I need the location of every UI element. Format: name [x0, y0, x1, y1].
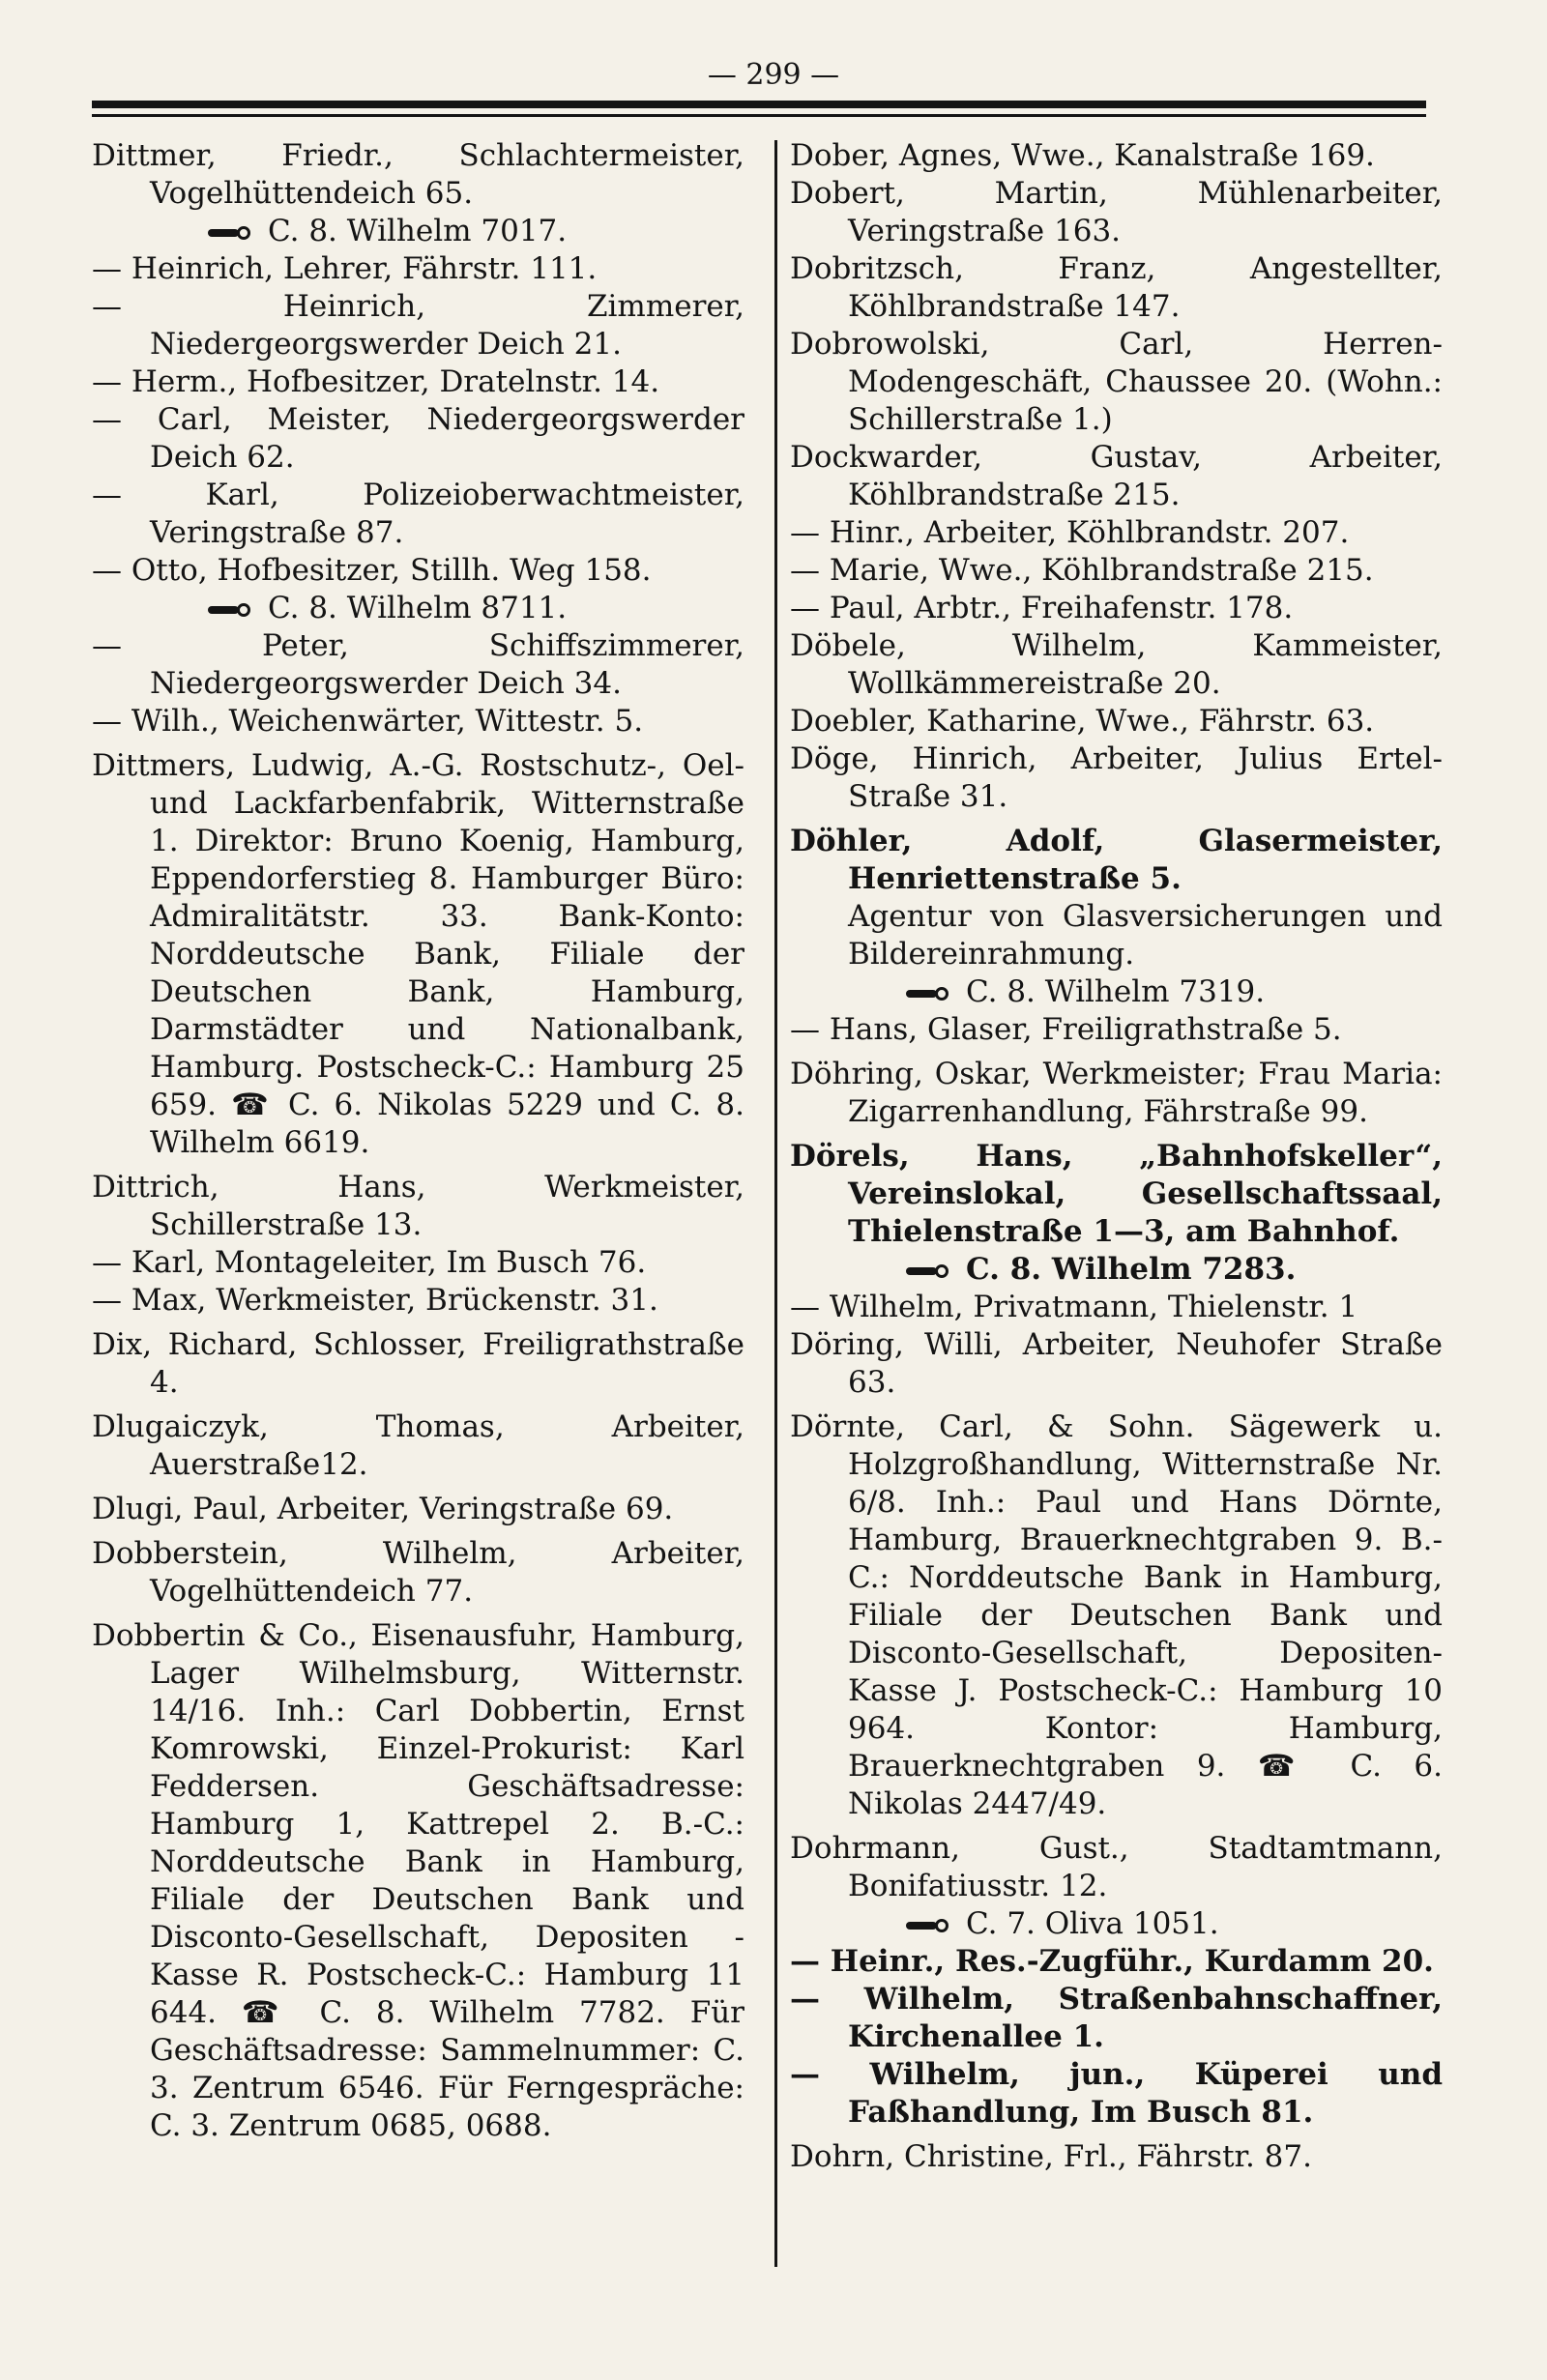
directory-entry	[790, 1056, 1443, 1131]
entry-text: Dohrmann, Gust., Stadtamtmann, Bonifatiusstr. 12.	[790, 1831, 1443, 1903]
directory-entry	[92, 1535, 744, 1611]
entry-text: C. 8. Wilhelm 7319.	[966, 974, 1266, 1009]
telephone-icon	[906, 1919, 952, 1932]
directory-entry	[790, 1943, 1443, 1981]
telephone-icon	[208, 226, 254, 240]
entry-text: — Marie, Wwe., Köhlbrandstraße 215.	[790, 553, 1374, 588]
entry-text: — Karl, Montageleiter, Im Busch 76.	[92, 1245, 647, 1280]
entry-text: Döge, Hinrich, Arbeiter, Julius Ertel-Straße 31.	[790, 741, 1443, 814]
directory-entry	[92, 627, 744, 703]
entry-text: — Otto, Hofbesitzer, Stillh. Weg 158.	[92, 553, 652, 588]
directory-entry	[790, 1408, 1443, 1823]
entry-text: Dobert, Martin, Mühlenarbeiter, Veringstraße 163.	[790, 176, 1443, 248]
entry-text: Döhring, Oskar, Werkmeister; Frau Maria: Zigarrenhandlung, Fährstraße 99.	[790, 1057, 1443, 1129]
directory-entry	[790, 514, 1443, 552]
directory-entry	[92, 703, 744, 740]
directory-entry	[92, 363, 744, 401]
entry-text: — Wilhelm, Straßenbahnschaffner, Kirchenallee 1.	[790, 1982, 1443, 2054]
directory-entry	[790, 1981, 1443, 2056]
directory-entry	[92, 401, 744, 477]
entry-text: — Herm., Hofbesitzer, Dratelnstr. 14.	[92, 364, 660, 399]
header-rule-thin	[92, 114, 1426, 117]
entry-text: C. 8. Wilhelm 7283.	[966, 1252, 1297, 1287]
directory-entry	[790, 973, 1443, 1011]
directory-entry	[92, 137, 744, 213]
directory-entry	[790, 898, 1443, 973]
left-column	[92, 137, 744, 2145]
directory-entry	[92, 747, 744, 1162]
directory-entry	[790, 1326, 1443, 1402]
entry-text: C. 8. Wilhelm 7017.	[268, 214, 568, 248]
directory-entry	[790, 1905, 1443, 1943]
entry-text: Dittrich, Hans, Werkmeister, Schillerstraße 13.	[92, 1170, 744, 1242]
directory-entry	[92, 1617, 744, 2145]
directory-entry	[790, 1289, 1443, 1326]
directory-entry	[92, 213, 744, 250]
directory-entry	[790, 823, 1443, 898]
directory-entry	[790, 250, 1443, 326]
header-rule-thick	[92, 101, 1426, 108]
directory-entry	[790, 740, 1443, 816]
directory-entry	[92, 1408, 744, 1484]
directory-entry	[92, 250, 744, 288]
telephone-icon	[208, 603, 254, 617]
page-number: — 299 —	[707, 58, 840, 92]
entry-text: — Karl, Polizeioberwachtmeister, Veringstraße 87.	[92, 478, 744, 550]
entry-text: Döring, Willi, Arbeiter, Neuhofer Straße 63.	[790, 1327, 1443, 1400]
entry-text: — Carl, Meister, Niedergeorgswerder Deich 62.	[92, 402, 744, 475]
directory-entry	[92, 1491, 744, 1528]
entry-text: Doebler, Katharine, Wwe., Fährstr. 63.	[790, 704, 1375, 739]
entry-text: Dobritzsch, Franz, Angestellter, Köhlbrandstraße 147.	[790, 251, 1443, 324]
entry-text: — Hinr., Arbeiter, Köhlbrandstr. 207.	[790, 515, 1350, 550]
entry-text: — Wilh., Weichenwärter, Wittestr. 5.	[92, 704, 644, 739]
directory-entry	[790, 439, 1443, 514]
telephone-icon	[906, 1264, 952, 1278]
directory-entry	[790, 2138, 1443, 2176]
entry-text: Agentur von Glasversicherungen und Bildereinrahmung.	[848, 899, 1443, 972]
right-column	[790, 137, 1443, 2176]
entry-text: Dörnte, Carl, & Sohn. Sägewerk u. Holzgroßhandlung, Witternstraße Nr. 6/8. Inh.: Paul und Hans Dörnte, Hamburg, Brauerknechtgraben 9. B.-C.: Norddeutsche Bank in Hamburg, Filiale der Deutschen Bank und Disconto-Gesellschaft, Depositen-Kasse J. Postscheck-C.: Hamburg 10 964. Kontor: Hamburg, Brauerknechtgraben 9. ☎ C. 6. Nikolas 2447/49.	[790, 1409, 1443, 1821]
directory-entry	[790, 175, 1443, 250]
entry-text: Dobrowolski, Carl, Herren-Modengeschäft, Chaussee 20. (Wohn.: Schillerstraße 1.)	[790, 327, 1443, 437]
entry-text: — Peter, Schiffszimmerer, Niedergeorgswerder Deich 34.	[92, 628, 744, 701]
entry-text: Dobbertin & Co., Eisenausfuhr, Hamburg, Lager Wilhelmsburg, Witternstr. 14/16. Inh.: Carl Dobbertin, Ernst Komrowski, Einzel-Prokurist: Karl Feddersen. Geschäftsadresse: Hamburg 1, Kattrepel 2. B.-C.: Norddeutsche Bank in Hamburg, Filiale der Deutschen Bank und Disconto-Gesellschaft, Depositen - Kasse R. Postscheck-C.: Hamburg 11 644. ☎ C. 8. Wilhelm 7782. Für Geschäftsadresse: Sammelnummer: C. 3. Zentrum 6546. Für Ferngespräche: C. 3. Zentrum 0685, 0688.	[92, 1618, 744, 2143]
entry-text: Dix, Richard, Schlosser, Freiligrathstraße 4.	[92, 1327, 744, 1400]
entry-text: — Heinrich, Zimmerer, Niedergeorgswerder Deich 21.	[92, 289, 744, 362]
directory-entry	[790, 1251, 1443, 1289]
directory-entry	[790, 1830, 1443, 1905]
entry-text: Dockwarder, Gustav, Arbeiter, Köhlbrandstraße 215.	[790, 440, 1443, 512]
entry-text: C. 8. Wilhelm 8711.	[268, 591, 568, 625]
directory-entry	[92, 552, 744, 590]
entry-text: Dlugi, Paul, Arbeiter, Veringstraße 69.	[92, 1492, 674, 1526]
directory-entry	[92, 288, 744, 363]
directory-entry	[92, 477, 744, 552]
entry-text: — Heinrich, Lehrer, Fährstr. 111.	[92, 251, 598, 286]
entry-text: — Hans, Glaser, Freiligrathstraße 5.	[790, 1012, 1342, 1047]
entry-text: Dittmer, Friedr., Schlachtermeister, Vogelhüttendeich 65.	[92, 138, 744, 211]
directory-entry	[92, 1244, 744, 1282]
directory-entry	[92, 590, 744, 627]
directory-entry	[790, 552, 1443, 590]
entry-text: Döhler, Adolf, Glasermeister, Henriettenstraße 5.	[790, 824, 1443, 896]
directory-entry	[790, 590, 1443, 627]
directory-entry	[92, 1326, 744, 1402]
directory-entry	[790, 137, 1443, 175]
directory-entry	[790, 627, 1443, 703]
entry-text: — Heinr., Res.-Zugführ., Kurdamm 20.	[790, 1944, 1434, 1979]
telephone-icon	[906, 987, 952, 1001]
entry-text: — Wilhelm, Privatmann, Thielenstr. 1	[790, 1290, 1358, 1324]
entry-text: — Paul, Arbtr., Freihafenstr. 178.	[790, 591, 1294, 625]
directory-entry	[790, 1138, 1443, 1251]
directory-entry	[790, 1011, 1443, 1049]
directory-entry	[790, 2056, 1443, 2132]
directory-entry	[790, 703, 1443, 740]
entry-text: Döbele, Wilhelm, Kammeister, Wollkämmereistraße 20.	[790, 628, 1443, 701]
directory-entry	[92, 1169, 744, 1244]
entry-text: — Max, Werkmeister, Brückenstr. 31.	[92, 1283, 658, 1318]
column-divider	[774, 140, 777, 2267]
entry-text: Dohrn, Christine, Frl., Fährstr. 87.	[790, 2139, 1312, 2174]
entry-text: Dober, Agnes, Wwe., Kanalstraße 169.	[790, 138, 1375, 173]
entry-text: Dörels, Hans, „Bahnhofskeller“, Vereinslokal, Gesellschaftssaal, Thielenstraße 1—3, am Bahnhof.	[790, 1139, 1443, 1249]
entry-text: Dobberstein, Wilhelm, Arbeiter, Vogelhüttendeich 77.	[92, 1536, 744, 1609]
entry-text: Dittmers, Ludwig, A.-G. Rostschutz-, Oel- und Lackfarbenfabrik, Witternstraße 1. Direktor: Bruno Koenig, Hamburg, Eppendorferstieg 8. Hamburger Büro: Admiralitätstr. 33. Bank-Konto: Norddeutsche Bank, Filiale der Deutschen Bank, Hamburg, Darmstädter und Nationalbank, Hamburg. Postscheck-C.: Hamburg 25 659. ☎ C. 6. Nikolas 5229 und C. 8. Wilhelm 6619.	[92, 748, 744, 1160]
directory-entry	[790, 326, 1443, 439]
entry-text: Dlugaiczyk, Thomas, Arbeiter, Auerstraße12.	[92, 1409, 744, 1482]
entry-text: — Wilhelm, jun., Küperei und Faßhandlung, Im Busch 81.	[790, 2057, 1443, 2130]
directory-entry	[92, 1282, 744, 1320]
entry-text: C. 7. Oliva 1051.	[966, 1906, 1219, 1941]
